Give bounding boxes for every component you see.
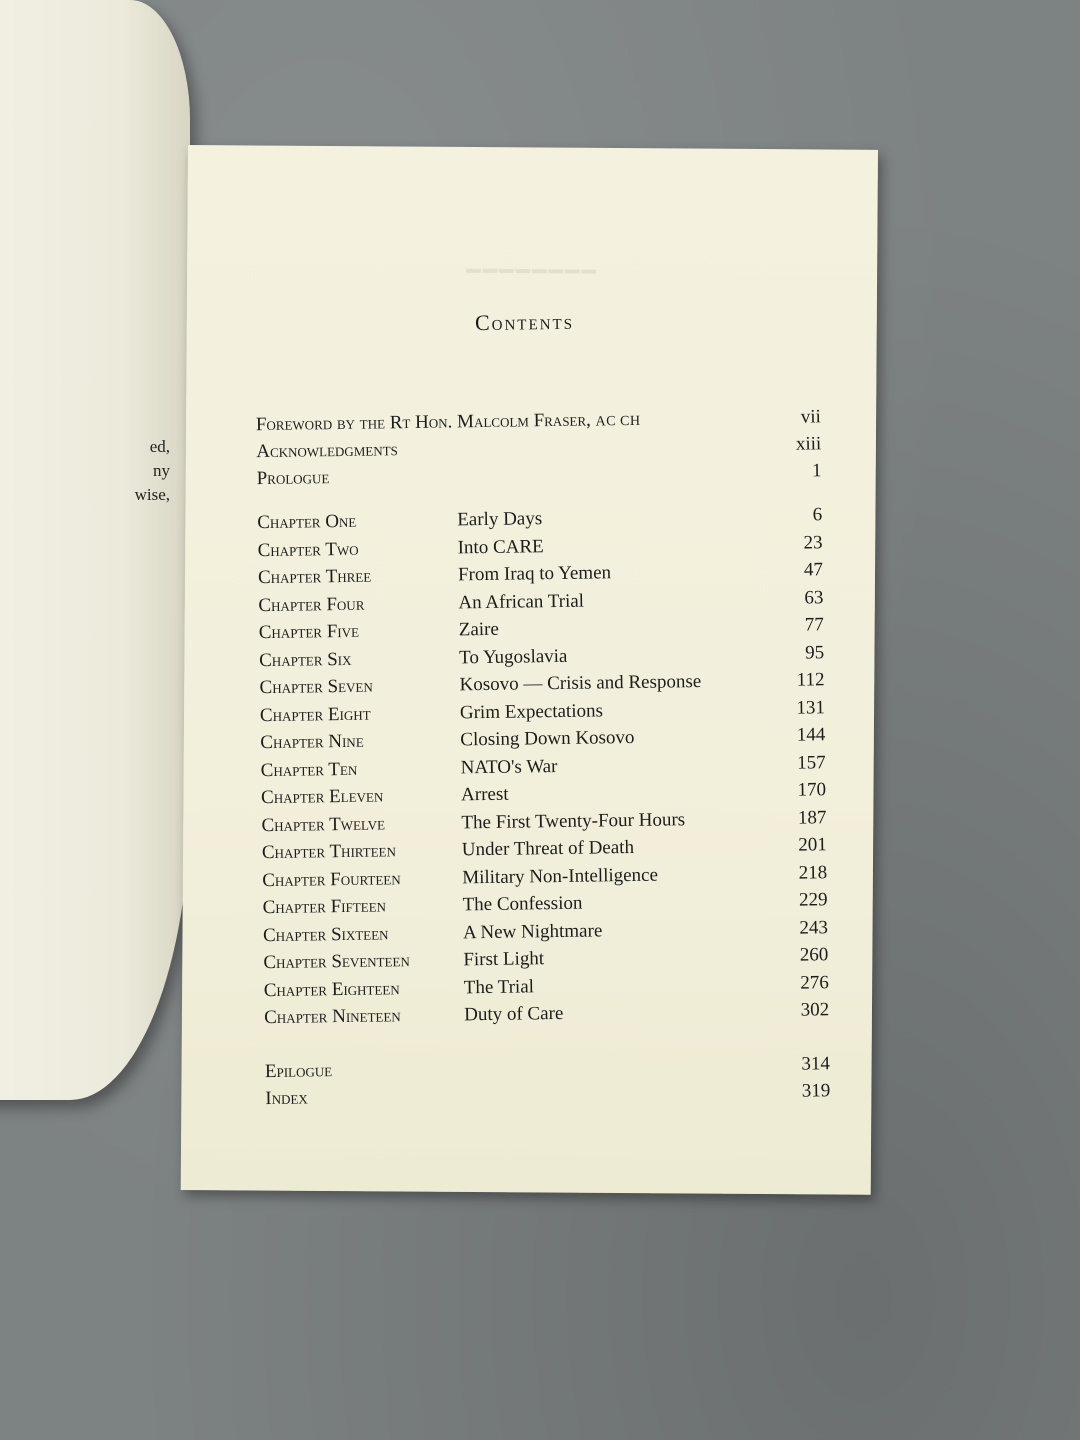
toc-page-number: 302 (800, 999, 830, 1021)
bleed-through-text: ━━━━━━━━ (466, 258, 599, 286)
chapter-label: Chapter Two (257, 538, 359, 561)
chapter-label: Chapter Nineteen (264, 1005, 401, 1029)
chapter-label: Chapter Twelve (261, 812, 386, 836)
chapter-title: First Light (463, 948, 545, 971)
chapter-title: The Trial (463, 975, 535, 998)
toc-page-number: 131 (796, 696, 826, 719)
chapter-title: Grim Expectations (459, 699, 604, 723)
toc-label: Epilogue (264, 1060, 333, 1083)
chapter-label: Chapter Thirteen (261, 840, 397, 864)
chapter-title: Military Non-Intelligence (462, 864, 659, 888)
toc-label: Prologue (256, 467, 330, 490)
chapter-label: Chapter Five (258, 620, 360, 644)
chapter-title: Into CARE (457, 535, 544, 558)
chapter-title: Under Threat of Death (461, 836, 635, 861)
contents-heading: Contents (474, 308, 575, 336)
chapter-label: Chapter Fourteen (262, 867, 401, 891)
toc-label: Acknowledgments (256, 439, 398, 463)
left-page (0, 0, 190, 1100)
chapter-title: NATO's War (460, 755, 558, 778)
toc-page-number: 63 (804, 586, 824, 609)
toc-page-number: 260 (799, 944, 829, 966)
chapter-label: Chapter Seven (259, 675, 373, 699)
toc-page-number: 319 (801, 1080, 831, 1102)
table-of-contents (177, 143, 882, 1198)
toc-page-number: 23 (803, 531, 823, 554)
toc-page-number: 47 (803, 559, 824, 581)
toc-page-number: 6 (812, 504, 823, 526)
toc-page-number: 95 (804, 641, 825, 664)
toc-page-number: xiii (795, 433, 822, 455)
chapter-label: Chapter Six (259, 648, 352, 671)
toc-page-number: 144 (796, 724, 826, 746)
chapter-title: Closing Down Kosovo (460, 726, 635, 751)
toc-page-number: 112 (796, 669, 825, 691)
toc-page-number: 276 (800, 971, 829, 994)
chapter-label: Chapter Three (257, 565, 372, 589)
chapter-title: To Yugoslavia (459, 645, 568, 668)
toc-page-number: vii (800, 406, 821, 428)
toc-page-number: 170 (797, 779, 827, 801)
toc-page-number: 229 (798, 889, 828, 911)
toc-page-number: 187 (797, 806, 827, 829)
chapter-label: Chapter Eight (259, 703, 371, 726)
toc-page-number: 314 (801, 1053, 831, 1075)
chapter-title: The First Twenty-Four Hours (461, 808, 686, 833)
chapter-title: Kosovo — Crisis and Response (459, 670, 702, 696)
chapter-label: Chapter Four (258, 593, 365, 616)
toc-page-number: 243 (799, 916, 829, 939)
chapter-label: Chapter Seventeen (263, 950, 410, 974)
toc-label: Index (265, 1087, 308, 1110)
chapter-title: Zaire (458, 618, 499, 641)
chapter-label: Chapter One (257, 510, 357, 534)
toc-label-honours: AC CH (595, 413, 641, 430)
chapter-title: A New Nightmare (462, 919, 603, 943)
toc-page-number: 1 (811, 460, 822, 482)
left-page-text-fragment: ed, (149, 437, 170, 456)
left-page-text-fragment: ny (153, 461, 170, 480)
chapter-title: From Iraq to Yemen (457, 562, 612, 586)
chapter-title: The Confession (462, 892, 583, 916)
chapter-label: Chapter Sixteen (262, 922, 389, 946)
chapter-title: Duty of Care (464, 1002, 564, 1026)
chapter-title: Arrest (460, 783, 509, 806)
toc-page-number: 77 (804, 614, 824, 636)
chapter-label: Chapter Eleven (260, 785, 384, 809)
chapter-label: Chapter Ten (260, 758, 358, 781)
chapter-title: An African Trial (458, 590, 585, 613)
toc-label: Foreword by the Rt Hon. Malcolm Fraser, AC CH (255, 409, 641, 436)
contents-page (181, 145, 878, 1195)
chapter-title: Early Days (457, 508, 543, 531)
chapter-label: Chapter Fifteen (262, 895, 387, 919)
left-page-text-fragment: wise, (134, 485, 170, 504)
chapter-label: Chapter Nine (260, 730, 364, 754)
toc-page-number: 157 (797, 751, 826, 774)
toc-page-number: 218 (798, 861, 828, 884)
toc-page-number: 201 (798, 834, 827, 856)
chapter-label: Chapter Eighteen (263, 977, 400, 1001)
